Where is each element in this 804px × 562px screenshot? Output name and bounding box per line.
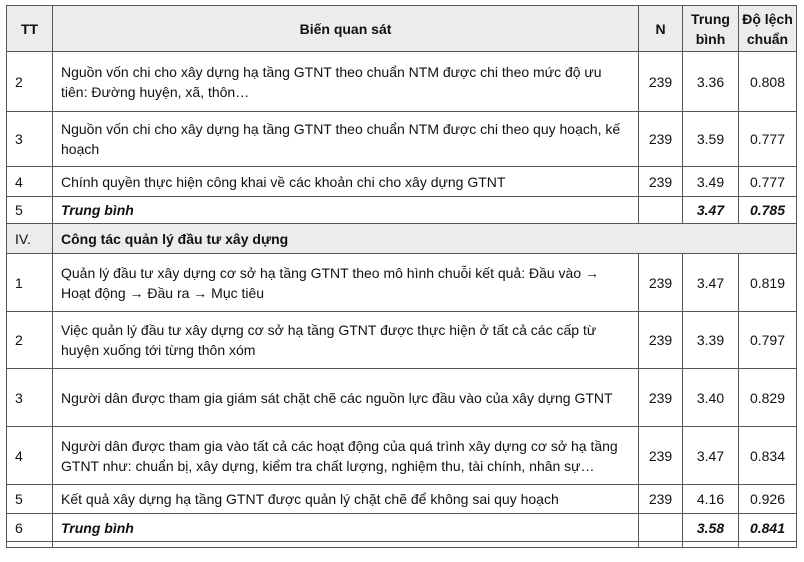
row-tt: 5 xyxy=(7,485,53,514)
trailing-cell xyxy=(53,542,639,548)
row-tt: 4 xyxy=(7,427,53,485)
subtotal-mean: 3.47 xyxy=(683,197,739,224)
row-mean: 3.40 xyxy=(683,369,739,427)
row-tt: 2 xyxy=(7,312,53,369)
subtotal-tt: 6 xyxy=(7,514,53,542)
row-tt: 1 xyxy=(7,254,53,312)
row-std: 0.829 xyxy=(739,369,797,427)
table-row xyxy=(7,427,797,485)
row-n: 239 xyxy=(639,52,683,112)
subtotal-row xyxy=(7,514,797,542)
row-n: 239 xyxy=(639,427,683,485)
row-mean: 3.47 xyxy=(683,254,739,312)
row-tt: 2 xyxy=(7,52,53,112)
row-variable: Nguồn vốn chi cho xây dựng hạ tầng GTNT theo chuẩn NTM được chi theo quy hoạch, kế hoạch xyxy=(53,112,639,167)
row-variable: Việc quản lý đầu tư xây dựng cơ sở hạ tầng GTNT được thực hiện ở tất cả các cấp từ huyện xuống tới từng thôn xóm xyxy=(53,312,639,369)
header-variable: Biến quan sát xyxy=(53,6,639,52)
row-variable: Người dân được tham gia giám sát chặt chẽ các nguồn lực đầu vào của xây dựng GTNT xyxy=(53,369,639,427)
subtotal-tt: 5 xyxy=(7,197,53,224)
section-tt: IV. xyxy=(7,224,53,254)
trailing-cell xyxy=(639,542,683,548)
row-std: 0.926 xyxy=(739,485,797,514)
row-n: 239 xyxy=(639,312,683,369)
subtotal-label: Trung bình xyxy=(53,514,639,542)
header-n: N xyxy=(639,6,683,52)
subtotal-n xyxy=(639,197,683,224)
row-mean: 3.36 xyxy=(683,52,739,112)
row-n: 239 xyxy=(639,112,683,167)
row-tt: 4 xyxy=(7,167,53,197)
subtotal-mean: 3.58 xyxy=(683,514,739,542)
subtotal-std: 0.785 xyxy=(739,197,797,224)
subtotal-label: Trung bình xyxy=(53,197,639,224)
section-title: Công tác quản lý đầu tư xây dựng xyxy=(53,224,797,254)
row-std: 0.797 xyxy=(739,312,797,369)
row-std: 0.777 xyxy=(739,167,797,197)
row-std: 0.777 xyxy=(739,112,797,167)
row-n: 239 xyxy=(639,254,683,312)
row-n: 239 xyxy=(639,167,683,197)
row-mean: 3.59 xyxy=(683,112,739,167)
row-std: 0.808 xyxy=(739,52,797,112)
survey-table xyxy=(6,5,797,548)
row-tt: 3 xyxy=(7,369,53,427)
header-std: Độ lệch chuẩn xyxy=(739,6,797,52)
row-n: 239 xyxy=(639,369,683,427)
row-variable: Nguồn vốn chi cho xây dựng hạ tầng GTNT theo chuẩn NTM được chi theo mức độ ưu tiên: Đường huyện, xã, thôn… xyxy=(53,52,639,112)
trailing-cell xyxy=(739,542,797,548)
row-std: 0.834 xyxy=(739,427,797,485)
header-row xyxy=(7,6,797,52)
table-row xyxy=(7,369,797,427)
row-mean: 3.49 xyxy=(683,167,739,197)
section-header-row xyxy=(7,224,797,254)
table-row xyxy=(7,312,797,369)
header-tt: TT xyxy=(7,6,53,52)
row-std: 0.819 xyxy=(739,254,797,312)
row-mean: 3.39 xyxy=(683,312,739,369)
subtotal-std: 0.841 xyxy=(739,514,797,542)
table-row xyxy=(7,52,797,112)
subtotal-row xyxy=(7,197,797,224)
header-mean: Trung bình xyxy=(683,6,739,52)
trailing-cell xyxy=(683,542,739,548)
row-tt: 3 xyxy=(7,112,53,167)
row-mean: 3.47 xyxy=(683,427,739,485)
trailing-row xyxy=(7,542,797,548)
trailing-cell xyxy=(7,542,53,548)
row-variable: Quản lý đầu tư xây dựng cơ sở hạ tầng GTNT theo mô hình chuỗi kết quả: Đầu vào → Hoạt động → Đầu ra → Mục tiêu xyxy=(53,254,639,312)
row-variable: Kết quả xây dựng hạ tầng GTNT được quản lý chặt chẽ để không sai quy hoạch xyxy=(53,485,639,514)
row-n: 239 xyxy=(639,485,683,514)
row-variable: Chính quyền thực hiện công khai về các khoản chi cho xây dựng GTNT xyxy=(53,167,639,197)
table-row xyxy=(7,254,797,312)
table-row xyxy=(7,167,797,197)
subtotal-n xyxy=(639,514,683,542)
row-variable: Người dân được tham gia vào tất cả các hoạt động của quá trình xây dựng cơ sở hạ tầng GTNT như: chuẩn bị, xây dựng, kiểm tra chất lượng, nghiệm thu, tài chính, nhân sự… xyxy=(53,427,639,485)
table-row xyxy=(7,485,797,514)
row-mean: 4.16 xyxy=(683,485,739,514)
table-row xyxy=(7,112,797,167)
